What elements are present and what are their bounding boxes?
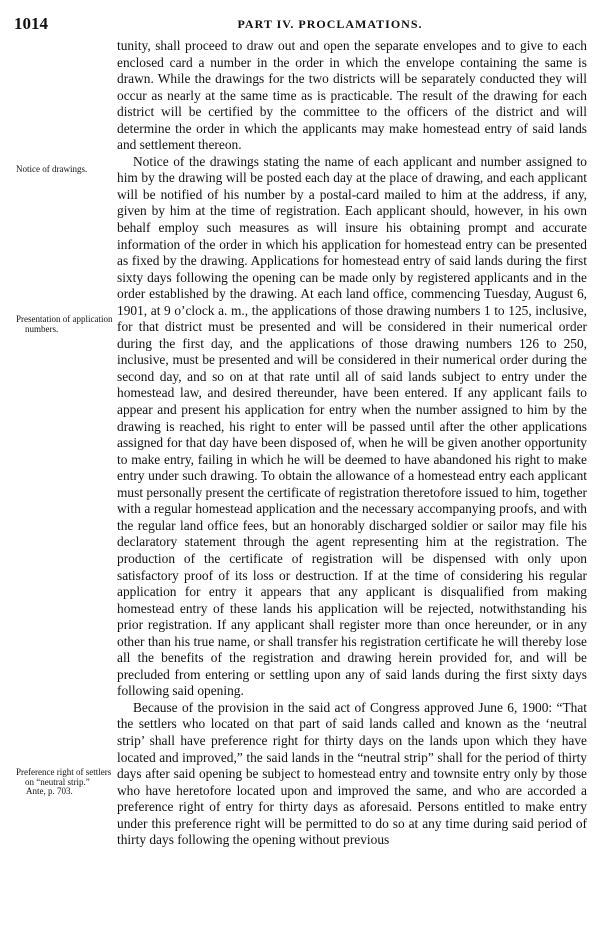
sidenote-reference: Ante, p. 703.	[26, 786, 73, 796]
paragraph-continued: tunity, shall proceed to draw out and open the separate envelopes and to give to each enclosed card a number in the order in which the envelope containing the same is drawn. While the drawings for the two districts will be separately conducted they will occur as nearly at the same time as is practicable. The result of the drawing for each district will be certified by the committee to the officers of the district and will determine the order in which the applicants may make homestead entry of said lands and settlement thereon.	[117, 38, 587, 153]
sidenote-text: Preference right of settlers on “neutral strip.”	[16, 767, 112, 787]
page-header	[14, 14, 586, 34]
paragraph-preference-right: Because of the provision in the said act of Congress approved June 6, 1900: “That the settlers who located on that part of said lands called and known as the ‘neutral strip’ shall have preference right for thirty days on the lands upon which they have located and improved,” the said lands in the “neutral strip” shall for the period of thirty days after said opening be subject to homestead entry and townsite entry only by those who have heretofore located upon and improved the same, and who are accorded a preference right of entry for thirty days as aforesaid. Persons entitled to make entry under this preference right will be permitted to do so at any time during said period of thirty days following the opening without previous	[117, 699, 587, 848]
sidenote-text: Notice of drawings.	[16, 164, 88, 174]
paragraph-notice-of-drawings: Notice of the drawings stating the name of each applicant and number assigned to him by the drawing will be posted each day at the place of drawing, and each applicant will be notified of his number by a postal-card mailed to him at the address, if any, given by him at the time of registration. Each applicant should, however, in his own behalf employ such measures as will insure his obtaining prompt and accurate information of the order in which his application for homestead entry can be presented as fixed by the drawing. Applications for homestead entry of said lands during the first sixty days following the opening can be made only by registered applicants and in the order established by the drawing. At each land office, commencing Tuesday, August 6, 1901, at 9 o’clock a. m., the applications of those drawing numbers 1 to 125, inclusive, for that district must be presented and will be considered in their numerical order during the first day, and the applications of those drawing numbers 126 to 250, inclusive, must be presented and will be considered in their numerical order during the second day, and so on at that rate until all of said lands subject to entry under the homestead law, and desired thereunder, have been entered. If any applicant fails to appear and present his application for entry when the number assigned to him by the drawing is reached, his right to enter will be passed until after the other applications assigned for that day have been disposed of, when he will be given another opportunity to make entry, failing in which he will be deemed to have abandoned his right to make entry under such drawing. To obtain the allowance of a homestead entry each applicant must personally present the certificate of registration theretofore issued to him, together with a regular homestead application and the necessary accompanying proofs, and with the regular land office fees, but an honorably discharged soldier or sailor may file his declaratory statement through the agent representing him at the registration. The production of the certificate of registration will be dispensed with only upon satisfactory proof of its loss or destruction. If at the time of considering his regular application for entry it appears that any applicant is disqualified from making homestead entry of these lands his application will be rejected, notwithstanding his prior registration. If any applicant shall register more than once hereunder, or in any other than his true name, or shall transfer his registration certificate he will thereby lose all the benefits of the registration and drawing herein provided for, and will be precluded from entering or settling upon any of said lands during the first sixty days following said opening.	[117, 153, 588, 699]
main-text	[117, 38, 587, 849]
sidenote-presentation-of-application-numbers	[16, 315, 116, 334]
sidenote-preference-right	[16, 768, 116, 797]
sidenote-text: Presentation of application numbers.	[16, 314, 113, 334]
running-head: PART IV. PROCLAMATIONS.	[237, 17, 423, 31]
sidenote-notice-of-drawings	[16, 165, 116, 175]
page-number: 1014	[14, 14, 48, 33]
